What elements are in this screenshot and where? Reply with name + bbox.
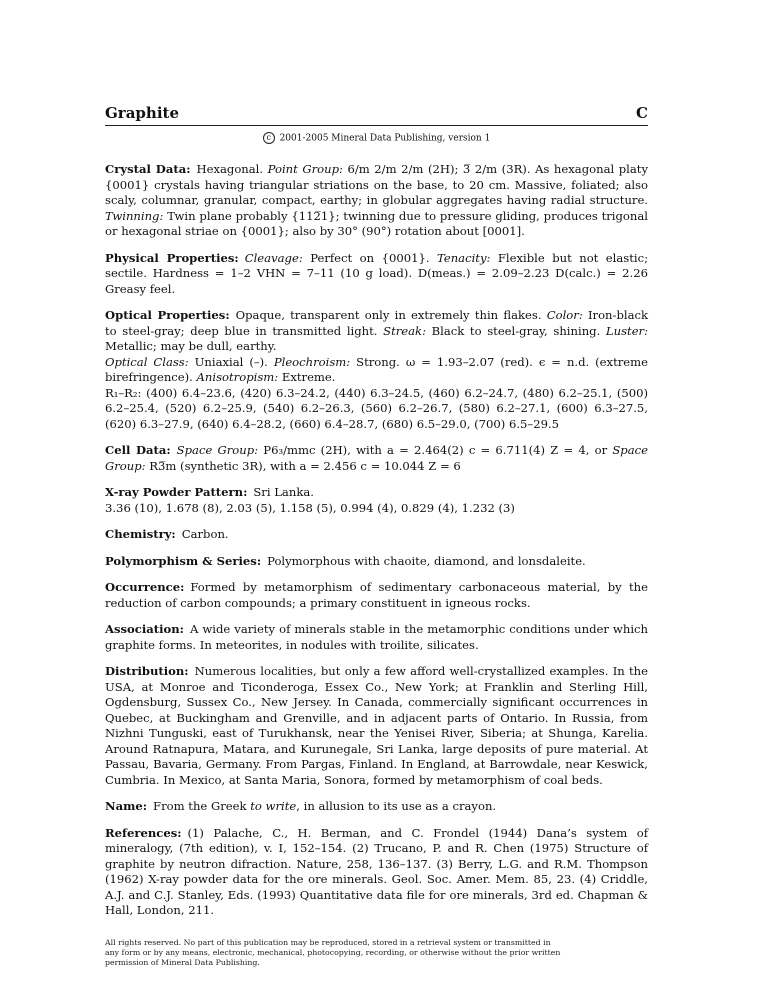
section-text: Polymorphous with chaoite, diamond, and lonsdaleite.: [267, 553, 586, 568]
section-heading: Occurrence:: [105, 580, 185, 594]
section-text: Iron-black to steel-gray; deep blue in transmitted light.: [105, 308, 648, 338]
section-heading: Optical Properties:: [105, 308, 230, 322]
section-heading: Distribution:: [105, 664, 189, 678]
section-text: (1) Palache, C., H. Berman, and C. Frondel (1944) Dana’s system of mineralogy, (7th edition), v. I, 152–154. (2) Trucano, P. and R. Chen (1975) Structure of graphite by neutron difraction. Nature, 258, 136–137. (3) Berry, L.G. and R.M. Thompson (1962) X-ray powder data for the ore minerals. Geol. Soc. Amer. Mem. 85, 23. (4) Criddle, A.J. and C.J. Stanley, Eds. (1993) Quantitative data file for ore minerals, 3rd ed. Chapman & Hall, London, 211.: [105, 825, 648, 917]
section-line: [105, 386, 648, 433]
section-text: Sri Lanka.: [253, 485, 314, 499]
copyright-text: 2001-2005 Mineral Data Publishing, version 1: [279, 133, 491, 144]
section-heading: Association:: [105, 622, 184, 636]
field-label: Tenacity:: [437, 250, 491, 265]
section-text: 6/m 2/m 2/m (2H); 3̅ 2/m (3R). As hexagonal platy {0001} crystals having triangular striations on the base, to 20 cm. Massive, foliated; also scaly, columnar, granular, compact, earthy; in globular aggregates having radial structure.: [105, 162, 648, 207]
field-label: Luster:: [605, 323, 649, 338]
section-text: Formed by metamorphism of sedimentary carbonaceous material, by the reduction of carbon compounds; a primary constituent in igneous rocks.: [105, 580, 648, 610]
section-name: [105, 799, 648, 815]
section-text: Uniaxial (–).: [188, 354, 274, 369]
section-text: R3̅m (synthetic 3R), with a = 2.456 c = 10.044 Z = 6: [145, 458, 461, 473]
chemical-formula: C: [636, 104, 648, 122]
section-polymorphism: [105, 554, 648, 570]
field-label: Pleochroism:: [273, 354, 351, 369]
section-physical-properties: [105, 251, 648, 298]
section-optical-properties: [105, 308, 648, 432]
field-label: Space Group:: [176, 443, 259, 457]
section-text: Extreme.: [278, 370, 336, 384]
sections-container: [105, 162, 648, 919]
section-heading: Name:: [105, 799, 148, 813]
title-row: [105, 104, 648, 126]
section-text: , in allusion to its use as a crayon.: [296, 799, 497, 813]
section-text: Black to steel-gray, shining.: [425, 323, 606, 338]
section-line: [105, 501, 648, 517]
section-references: [105, 826, 648, 919]
mineral-name: Graphite: [105, 104, 179, 122]
footer-notice: [105, 938, 635, 968]
section-text: Opaque, transparent only in extremely thin flakes.: [235, 308, 547, 322]
section-chemistry: [105, 527, 648, 543]
footer-line: any form or by any means, electronic, mechanical, photocopying, recording, or otherwise without the prior written: [105, 948, 561, 957]
section-text: 3.36 (10), 1.678 (8), 2.03 (5), 1.158 (5), 0.994 (4), 0.829 (4), 1.232 (3): [105, 500, 515, 515]
section-text: Carbon.: [181, 527, 229, 541]
copyright-icon: c: [263, 132, 275, 144]
section-heading: Cell Data:: [105, 443, 171, 457]
section-heading: Physical Properties:: [105, 250, 239, 265]
section-occurrence: [105, 580, 648, 611]
section-cell-data: [105, 443, 648, 474]
section-text: R₁–R₂: (400) 6.4–23.6, (420) 6.3–24.2, (440) 6.3–24.5, (460) 6.2–24.7, (480) 6.2–25.1, (500) 6.2–25.4, (520) 6.2–25.9, (540) 6.2–26.3, (560) 6.2–26.7, (580) 6.2–27.1, (600) 6.3–27.5, (620) 6.3–27.9, (640) 6.4–28.2, (660) 6.4–28.7, (680) 6.5–29.0, (700) 6.5–29.5: [105, 385, 648, 431]
copyright-line: [105, 132, 648, 144]
section-text: P6₃/mmc (2H), with a = 2.464(2) c = 6.711(4) Z = 4, or: [258, 443, 613, 457]
section-crystal-data: [105, 162, 648, 240]
field-label: Streak:: [383, 323, 426, 338]
field-label: to write: [250, 799, 297, 813]
field-label: Optical Class:: [105, 354, 189, 369]
section-text: Hexagonal.: [196, 162, 268, 176]
section-association: [105, 622, 648, 653]
section-text: Flexible but not elastic; sectile. Hardness = 1–2 VHN = 7–11 (10 g load). D(meas.) = 2.09–2.23 D(calc.) = 2.26 Greasy feel.: [105, 250, 649, 296]
section-heading: References:: [105, 825, 182, 840]
section-text: A wide variety of minerals stable in the metamorphic conditions under which graphite forms. In meteorites, in nodules with troilite, silicates.: [105, 622, 648, 652]
section-distribution: [105, 664, 648, 788]
document-page: [105, 104, 648, 930]
section-text: Perfect on {0001}.: [302, 250, 438, 265]
section-text: From the Greek: [153, 799, 251, 813]
section-xray: [105, 485, 648, 516]
footer-line: permission of Mineral Data Publishing.: [105, 958, 260, 967]
field-label: Anisotropism:: [196, 370, 279, 384]
section-text: Strong. ω = 1.93–2.07 (red). ϵ = n.d. (extreme birefringence).: [105, 354, 649, 384]
field-label: Point Group:: [267, 162, 343, 176]
section-heading: X-ray Powder Pattern:: [105, 485, 248, 499]
section-heading: Polymorphism & Series:: [105, 553, 262, 568]
section-line: [105, 355, 648, 386]
section-text: Numerous localities, but only a few afford well-crystallized examples. In the USA, at Monroe and Ticonderoga, Essex Co., New York; at Franklin and Sterling Hill, Ogdensburg, Sussex Co., New Jersey. In Canada, commercially significant occurrences in Quebec, at Buckingham and Grenville, and in adjacent parts of Ontario. In Russia, from Nizhni Tunguski, east of Turukhansk, near the Yenisei River, Siberia; at Shunga, Karelia. Around Ratnapura, Matara, and Kurunegale, Sri Lanka, large deposits of pure material. At Passau, Bavaria, Germany. From Pargas, Finland. In England, at Barrowdale, near Keswick, Cumbria. In Mexico, at Santa Maria, Sonora, formed by metamorphism of coal beds.: [105, 664, 648, 787]
section-heading: Chemistry:: [105, 527, 176, 541]
field-label: Cleavage:: [244, 250, 303, 265]
footer-line: All rights reserved. No part of this publication may be reproduced, stored in a retrieval system or transmitted in: [105, 938, 551, 947]
field-label: Space Group:: [105, 443, 648, 473]
section-text: Metallic; may be dull, earthy.: [105, 339, 277, 353]
section-text: Twin plane probably {112̅1}; twinning due to pressure gliding, produces trigonal or hexagonal striae on {0001}; also by 30° (90°) rotation about [0001].: [105, 208, 648, 238]
field-label: Color:: [546, 308, 583, 322]
section-heading: Crystal Data:: [105, 162, 191, 176]
field-label: Twinning:: [105, 208, 164, 223]
